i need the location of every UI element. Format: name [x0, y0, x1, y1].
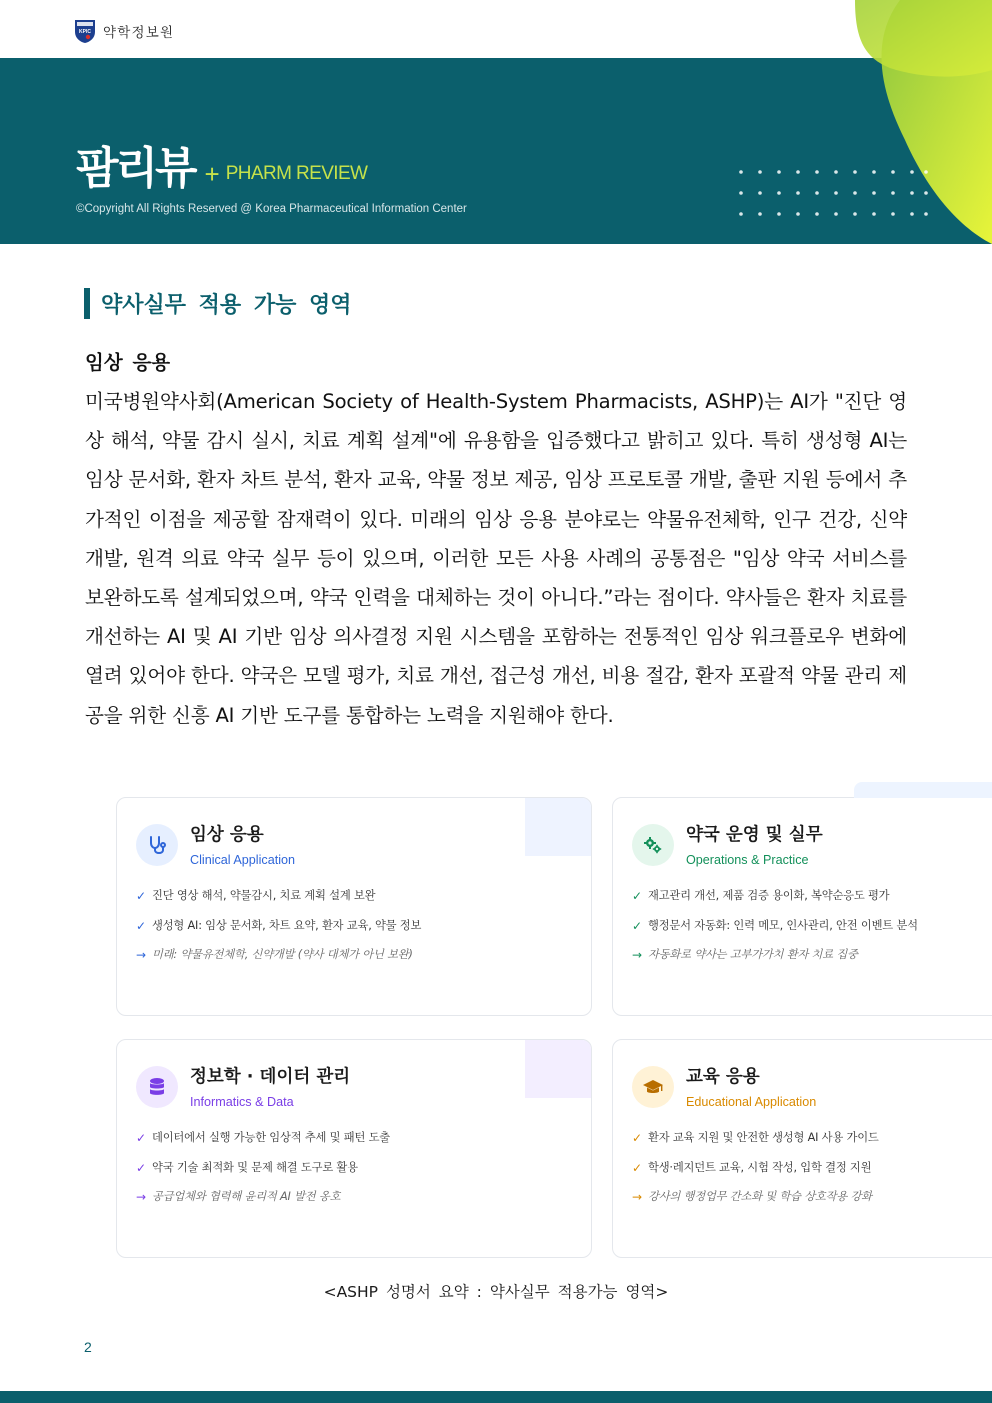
list-note: → 강사의 행정업무 간소화 및 학습 상호작용 강화	[632, 1190, 872, 1204]
title-plus: +	[204, 159, 220, 189]
list-item: ✓ 재고관리 개선, 제품 검증 용이화, 복약순응도 평가	[632, 889, 890, 903]
card-informatics-data	[116, 1039, 592, 1258]
card-list	[632, 887, 918, 976]
card-title: 임상 응용	[190, 825, 264, 845]
list-item: ✓ 데이터에서 실행 가능한 임상적 추세 및 패턴 도출	[136, 1131, 390, 1145]
card-subtitle: Informatics & Data	[190, 1095, 294, 1109]
check-icon: ✓	[136, 918, 146, 933]
copyright: ©Copyright All Rights Reserved @ Korea Pharmaceutical Information Center	[76, 203, 467, 215]
section-heading-text: 약사실무 적용 가능 영역	[101, 293, 352, 318]
graduation-cap-icon	[632, 1066, 674, 1108]
card-operations-practice	[612, 797, 992, 1016]
arrow-right-icon: →	[632, 1190, 642, 1204]
figure-caption: <ASHP 성명서 요약 : 약사실무 적용가능 영역>	[323, 1283, 669, 1301]
check-icon: ✓	[632, 1160, 642, 1175]
list-item: ✓ 약국 기술 최적화 및 문제 해결 도구로 활용	[136, 1160, 358, 1175]
list-note: → 미래: 약물유전체학, 신약개발 (약사 대체가 아닌 보완)	[136, 948, 413, 962]
list-item: ✓ 진단 영상 해석, 약물감시, 치료 계획 설계 보완	[136, 889, 376, 903]
list-item: ✓ 생성형 AI: 임상 문서화, 차트 요약, 환자 교육, 약물 정보	[136, 918, 422, 933]
card-corner-accent	[854, 782, 992, 798]
card-title: 정보학 · 데이터 관리	[190, 1067, 351, 1087]
check-icon: ✓	[632, 1131, 642, 1145]
body-paragraph: 미국병원약사회(American Society of Health-System Pharmacists, ASHP)는 AI가 "진단 영상 해석, 약물 감시 실시, 치료 계획 설계"에 유용함을 입증했다고 밝히고 있다. 특히 생성형 AI는 임상 문서화, 환자 차트 분석, 환자 교육, 약물 정보 제공, 임상 프로토콜 개발, 출판 지원 등에서 추가적인 이점을 제공할 잠재력이 있다. 미래의 임상 응용 분야로는 약물유전체학, 인구 건강, 신약 개발, 원격 의료 약국 실무 등이 있으며, 이러한 모든 사용 사례의 공통점은 "임상 약국 서비스를 보완하도록 설계되었으며, 약국 인력을 대체하는 것이 아니다.”라는 점이다. 약사들은 환자 치료를 개선하는 AI 및 AI 기반 임상 의사결정 지원 시스템을 포함하는 전통적인 임상 워크플로우 변화에 열려 있어야 한다. 약국은 모델 평가, 치료 개선, 접근성 개선, 비용 절감, 환자 포괄적 약물 관리 제공을 위한 신흥 AI 기반 도구를 통합하는 노력을 지원해야 한다.	[85, 390, 907, 727]
page-number: 2	[84, 1339, 92, 1355]
arrow-right-icon: →	[136, 1190, 146, 1204]
database-icon	[136, 1066, 178, 1108]
check-icon: ✓	[136, 1160, 146, 1175]
arrow-right-icon: →	[136, 948, 146, 962]
card-list	[632, 1129, 879, 1218]
title-main: 팜리뷰	[76, 143, 195, 194]
list-item: ✓ 학생·레지던트 교육, 시험 작성, 입학 결정 지원	[632, 1160, 872, 1175]
check-icon: ✓	[632, 918, 642, 933]
card-subtitle: Operations & Practice	[686, 853, 809, 867]
card-corner	[525, 798, 591, 856]
card-subtitle: Clinical Application	[190, 853, 296, 867]
gears-icon	[632, 824, 674, 866]
card-corner	[525, 1040, 591, 1098]
card-subtitle: Educational Application	[686, 1095, 817, 1109]
card-clinical-application	[116, 797, 592, 1016]
brand	[74, 18, 174, 44]
svg-text:KPIC: KPIC	[79, 29, 91, 35]
list-note: → 공급업체와 협력해 윤리적 AI 발전 옹호	[136, 1190, 341, 1204]
section-heading	[84, 288, 352, 319]
check-icon: ✓	[632, 889, 642, 903]
card-title: 약국 운영 및 실무	[686, 825, 823, 845]
org-name: 약학정보원	[103, 25, 175, 41]
arrow-right-icon: →	[632, 948, 642, 962]
title-sub: PHARM REVIEW	[225, 163, 368, 184]
list-item: ✓ 환자 교육 지원 및 안전한 생성형 AI 사용 가이드	[632, 1131, 879, 1145]
list-item: ✓ 행정문서 자동화: 인력 메모, 인사관리, 안전 이벤트 분석	[632, 918, 918, 933]
publication-title	[76, 143, 368, 194]
check-icon: ✓	[136, 889, 146, 903]
card-list	[136, 1129, 390, 1218]
subheading: 임상 응용	[85, 351, 171, 374]
kpic-logo-icon	[74, 18, 96, 44]
list-note: → 자동화로 약사는 고부가가치 환자 치료 집중	[632, 948, 858, 962]
card-educational-application	[612, 1039, 992, 1258]
check-icon: ✓	[136, 1131, 146, 1145]
stethoscope-icon	[136, 824, 178, 866]
card-list	[136, 887, 421, 976]
card-title: 교육 응용	[686, 1067, 760, 1087]
footer-bar	[0, 1391, 992, 1403]
